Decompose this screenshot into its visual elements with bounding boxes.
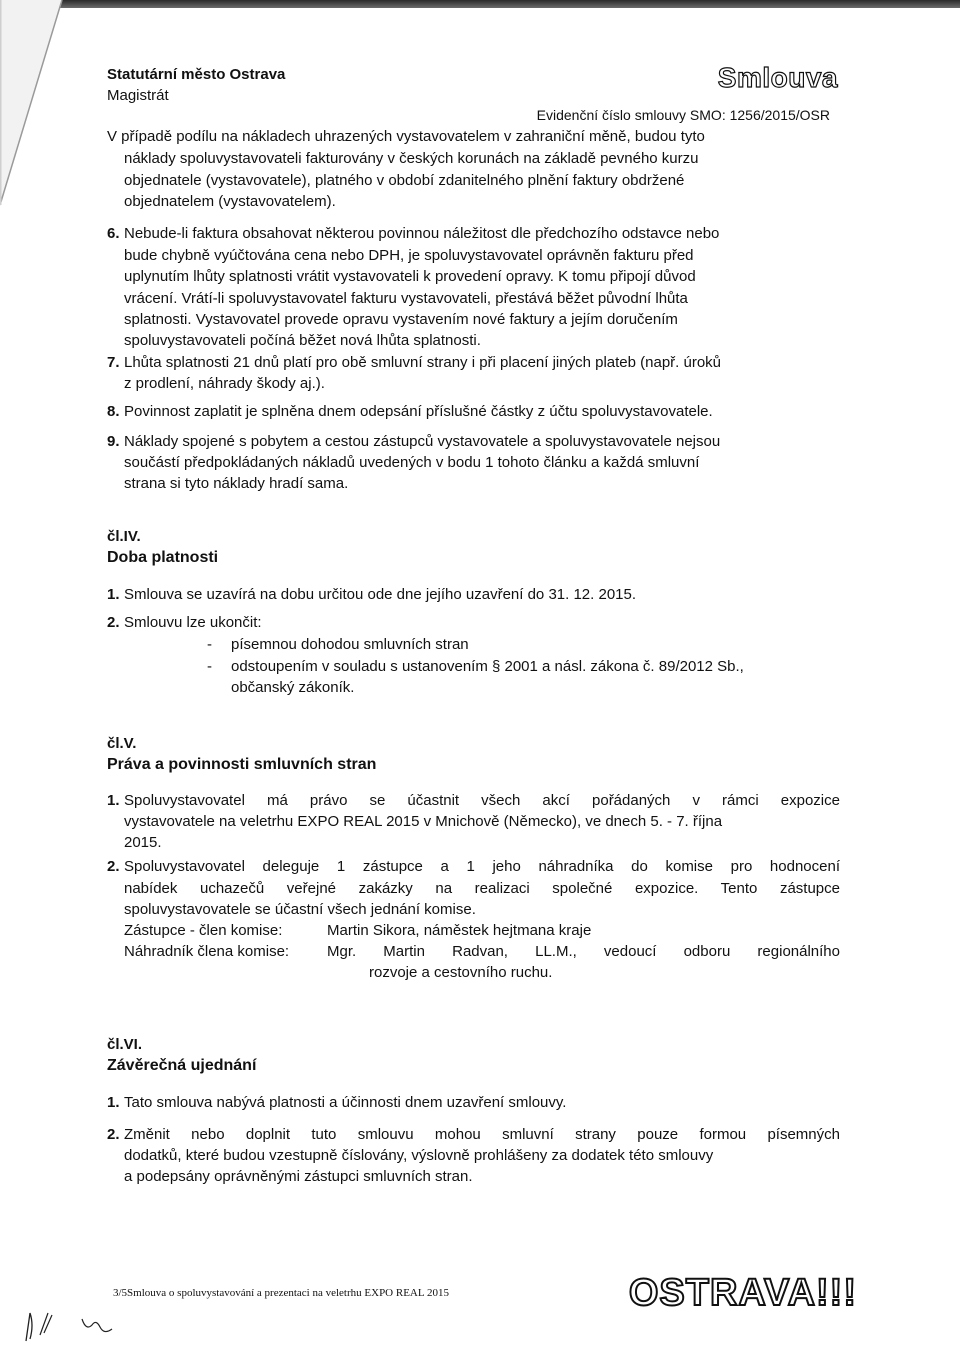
document-title: Smlouva (717, 62, 838, 93)
committee-substitute-value: Mgr. Martin Radvan, LL.M., vedoucí odboru regionálního (327, 943, 840, 960)
article-title: Práva a povinnosti smluvních stran (107, 756, 377, 773)
bullet-text: písemnou dohodou smluvních stran (231, 636, 469, 653)
article-label: čl.IV. (107, 528, 141, 545)
committee-substitute-value-cont: rozvoje a cestovního ruchu. (369, 964, 553, 981)
item-number: 7. (107, 354, 120, 371)
header-organization: Statutární město Ostrava (107, 66, 286, 83)
handwritten-initials (22, 1305, 122, 1345)
text-line: strana si tyto náklady hradí sama. (124, 475, 349, 492)
text-line: 2015. (124, 834, 162, 851)
text-line: Povinnost zaplatit je splněna dnem odepsání příslušné částky z účtu spoluvystavovatele. (124, 403, 713, 420)
bullet-dash: - (207, 658, 212, 675)
text-line: objednatele (vystavovatele), platného v období zdanitelného plnění faktury obdržené (124, 172, 685, 189)
committee-member-label: Zástupce - člen komise: (124, 922, 283, 939)
text-line: Spoluvystavovatel má právo se účastnit všech akcí pořádaných v rámci expozice (124, 792, 840, 809)
text-line: a podepsány oprávněnými zástupci smluvních stran. (124, 1168, 473, 1185)
text-line: Spoluvystavovatel deleguje 1 zástupce a 1 jeho náhradníka do komise pro hodnocení (124, 858, 840, 875)
article-title: Doba platnosti (107, 549, 219, 566)
footer-note: 3/5Smlouva o spoluvystavování a prezentaci na veletrhu EXPO REAL 2015 (113, 1287, 449, 1299)
item-number: 2. (107, 614, 120, 631)
text-line: Změnit nebo doplnit tuto smlouvu mohou smluvní strany pouze formou písemných (124, 1126, 840, 1143)
article-title: Závěrečná ujednání (107, 1057, 257, 1074)
article-label: čl.VI. (107, 1036, 143, 1053)
text-line: náklady spoluvystavovateli fakturovány v českých korunách na základě pevného kurzu (124, 150, 699, 167)
item-number: 6. (107, 225, 120, 242)
text-line: V případě podílu na nákladech uhrazených vystavovatelem v zahraniční měně, budou tyto (107, 128, 705, 145)
committee-substitute-label: Náhradník člena komise: (124, 943, 290, 960)
text-line: Smlouva se uzavírá na dobu určitou ode dne jejího uzavření do 31. 12. 2015. (124, 586, 637, 603)
text-line: Nebude-li faktura obsahovat některou povinnou náležitost dle předchozího odstavce nebo (124, 225, 720, 242)
text-line: spoluvystavovatele se účastní všech jednání komise. (124, 901, 476, 918)
item-number: 1. (107, 586, 120, 603)
item-number: 1. (107, 792, 120, 809)
item-number: 2. (107, 1126, 120, 1143)
item-number: 8. (107, 403, 120, 420)
item-number: 1. (107, 1094, 120, 1111)
scan-corner-shadow (0, 0, 120, 210)
text-line: nabídek uchazečů veřejné zakázky na realizaci společné expozice. Tento zástupce (124, 880, 840, 897)
text-line: dodatků, které budou vzestupně číslovány, výslovně prohlášeny za dodatek této smlouvy (124, 1147, 714, 1164)
article-label: čl.V. (107, 735, 137, 752)
ostrava-logo: OSTRAVA!!! (628, 1272, 857, 1314)
committee-member-value: Martin Sikora, náměstek hejtmana kraje (327, 922, 592, 939)
bullet-text: občanský zákoník. (231, 679, 355, 696)
text-line: spoluvystavovateli počíná běžet nová lhůta splatnosti. (124, 332, 481, 349)
text-line: Smlouvu lze ukončit: (124, 614, 262, 631)
text-line: Náklady spojené s pobytem a cestou zástupců vystavovatele a spoluvystavovatele nejsou (124, 433, 721, 450)
text-line: Lhůta splatnosti 21 dnů platí pro obě smluvní strany i při placení jiných plateb (např. úroků (124, 354, 722, 371)
bullet-dash: - (207, 636, 212, 653)
text-line: bude chybně vyúčtována cena nebo DPH, je spoluvystavovatel oprávněn fakturu před (124, 247, 694, 264)
text-line: uplynutím lhůty splatnosti vrátit vystavovateli k provedení opravy. K tomu připojí důvod (124, 268, 696, 285)
text-line: objednatelem (vystavovatelem). (124, 193, 336, 210)
text-line: vystavovatele na veletrhu EXPO REAL 2015 v Mnichově (Německo), ve dnech 5. - 7. října (124, 813, 723, 830)
bullet-text: odstoupením v souladu s ustanovením § 2001 a násl. zákona č. 89/2012 Sb., (231, 658, 744, 675)
scan-edge (0, 0, 960, 8)
text-line: splatnosti. Vystavovatel provede opravu vystavením nové faktury a jejím doručením (124, 311, 678, 328)
text-line: vrácení. Vrátí-li spoluvystavovatel fakturu vystavovateli, přestává běžet původní lhůta (124, 290, 688, 307)
item-number: 9. (107, 433, 120, 450)
item-number: 2. (107, 858, 120, 875)
text-line: součástí předpokládaných nákladů uvedených v bodu 1 tohoto článku a každá smluvní (124, 454, 700, 471)
text-line: Tato smlouva nabývá platnosti a účinnosti dnem uzavření smlouvy. (124, 1094, 567, 1111)
evidence-number: Evidenční číslo smlouvy SMO: 1256/2015/OSR (536, 107, 830, 123)
text-line: z prodlení, náhrady škody aj.). (124, 375, 325, 392)
header-magistrat: Magistrát (107, 87, 169, 104)
